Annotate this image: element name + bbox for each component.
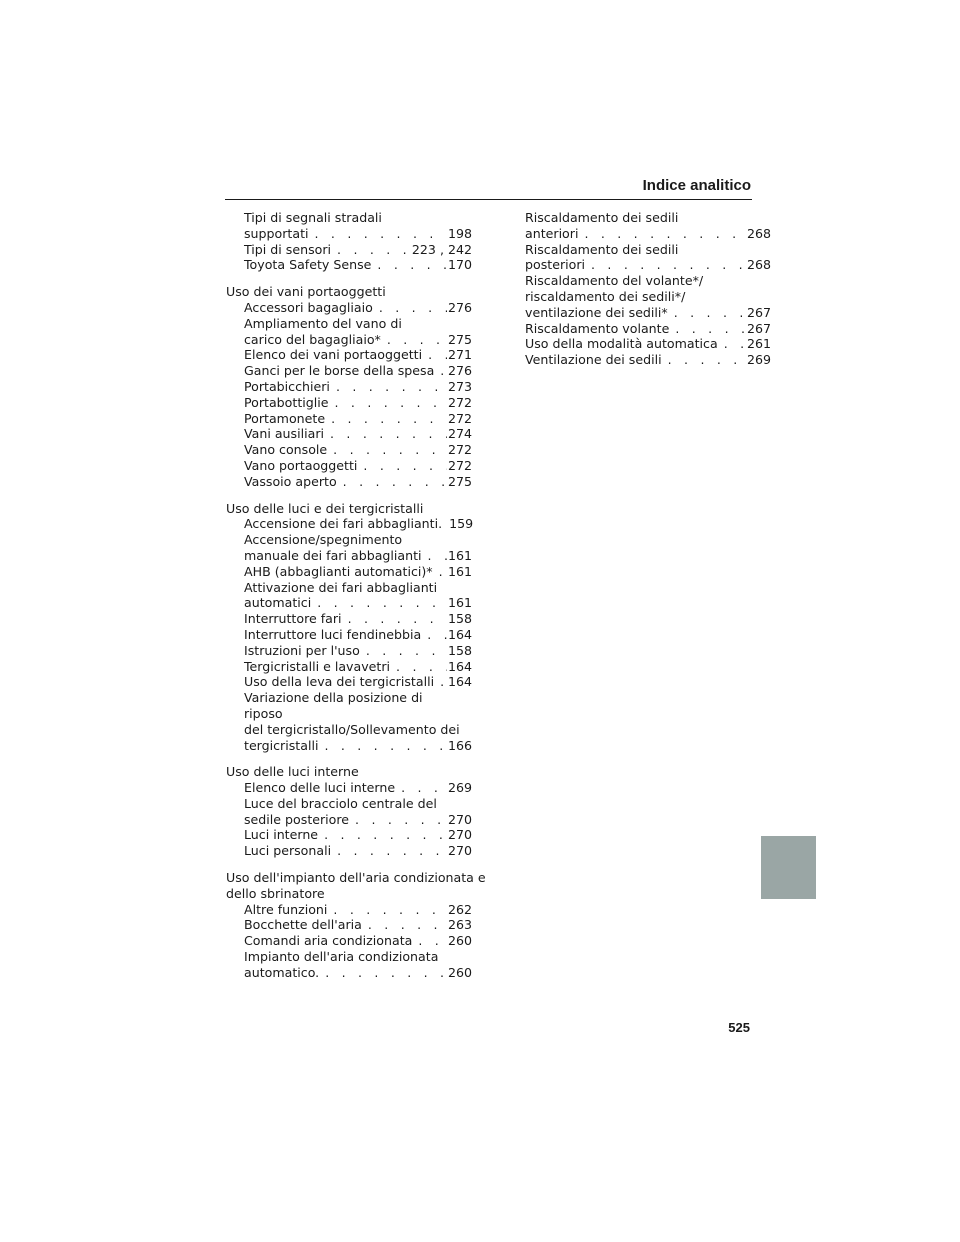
entry-last-line (244, 933, 472, 949)
dot-leader (309, 226, 447, 242)
entry-text: Portabottiglie (244, 394, 329, 410)
dot-leader (578, 226, 746, 242)
entry-page-ref: 272 (447, 442, 472, 458)
entry-text: Portamonete (244, 410, 326, 426)
entry-page-ref: 268 (746, 225, 771, 241)
index-entry (244, 796, 472, 828)
entry-last-line (244, 643, 472, 659)
dot-leader (434, 674, 447, 690)
entry-last-line (244, 548, 472, 564)
index-entry (244, 442, 472, 458)
index-entry (244, 474, 472, 490)
entry-page-ref: 275 (447, 473, 472, 489)
entry-text-line: Tipi di segnali stradali (244, 210, 382, 225)
entry-text: AHB (abbaglianti automatici)* (244, 563, 433, 579)
index-entry (244, 347, 472, 363)
dot-leader (311, 595, 447, 611)
section-heading: Uso dei vani portaoggetti (226, 284, 386, 300)
index-entries (226, 300, 472, 490)
entry-page-ref: 260 (447, 964, 472, 980)
entry-text: Tipi di sensori (244, 241, 332, 257)
section-heading-continued: dello sbrinatore (226, 885, 325, 901)
section-heading: Uso delle luci interne (226, 764, 359, 780)
entry-text-line: Variazione della posizione di (244, 690, 423, 706)
index-column-right (525, 210, 771, 379)
entry-last-line (244, 300, 472, 316)
entry-last-line (244, 674, 472, 690)
entry-text: Tergicristalli e lavavetri (244, 658, 391, 674)
entry-last-line (244, 902, 472, 918)
dot-leader (349, 812, 447, 828)
entry-last-line (244, 411, 472, 427)
entry-text: Uso della leva dei tergicristalli (244, 674, 435, 690)
entry-page-ref: 260 (447, 933, 472, 949)
entry-last-line (525, 226, 771, 242)
entry-last-line (525, 336, 771, 352)
section-header-title: Indice analitico (642, 177, 751, 194)
entry-text: Accessori bagagliaio (244, 299, 373, 315)
entry-last-line (525, 352, 771, 368)
dot-leader (319, 965, 447, 981)
index-entry (244, 674, 472, 690)
index-entry (525, 273, 771, 320)
entry-last-line (244, 379, 472, 395)
entry-text: Luci personali (244, 843, 332, 859)
entry-page-ref: 267 (746, 320, 771, 336)
dot-leader (325, 411, 447, 427)
entry-text-line: Ampliamento del vano di (244, 315, 402, 331)
entry-last-line (244, 458, 472, 474)
dot-leader (373, 300, 447, 316)
dot-leader (360, 643, 447, 659)
entry-page-ref: 272 (447, 394, 472, 410)
entry-page-ref: 269 (746, 352, 771, 368)
entry-page-ref: 271 (447, 347, 472, 363)
entry-last-line (244, 659, 472, 675)
dot-leader (434, 363, 447, 379)
entry-text-line: riposo (244, 705, 283, 721)
dot-leader (662, 352, 746, 368)
entry-page-ref: 261 (746, 336, 771, 352)
index-entry (244, 257, 472, 273)
dot-leader (422, 347, 447, 363)
entry-text-line: Riscaldamento dei sedili (525, 210, 679, 225)
entry-text: Interruttore fari (244, 611, 342, 627)
index-entry (244, 627, 472, 643)
entry-text-line: riscaldamento dei sedili*/ (525, 288, 686, 304)
entry-text: ventilazione dei sedili* (525, 304, 668, 320)
index-entry (244, 902, 472, 918)
entry-last-line (244, 595, 472, 611)
index-entry (244, 780, 472, 796)
entry-text: Elenco delle luci interne (244, 780, 396, 796)
dot-leader (331, 242, 411, 258)
index-entry (244, 242, 472, 258)
dot-leader (668, 305, 746, 321)
dot-leader (422, 548, 447, 564)
entry-text: Vano console (244, 442, 328, 458)
dot-leader (337, 474, 447, 490)
entry-last-line (525, 305, 771, 321)
entry-last-line (244, 332, 472, 348)
entry-page-ref: 158 (447, 611, 472, 627)
chapter-tab-marker (761, 836, 816, 899)
index-entry (244, 643, 472, 659)
entry-last-line (525, 257, 771, 273)
index-entry (244, 458, 472, 474)
index-section (226, 284, 472, 489)
entry-text-line: Riscaldamento dei sedili (525, 241, 679, 257)
entry-text: Riscaldamento volante (525, 320, 670, 336)
index-entry (244, 827, 472, 843)
entry-last-line (244, 780, 472, 796)
entry-text: posteriori (525, 257, 586, 273)
entry-text: Interruttore luci fendinebbia (244, 626, 422, 642)
index-entry (244, 949, 472, 981)
dot-leader (318, 738, 447, 754)
index-entry (244, 411, 472, 427)
section-heading: Uso dell'impianto dell'aria condizionata e (226, 870, 486, 886)
entry-last-line (244, 843, 472, 859)
entry-text: tergicristalli (244, 737, 319, 753)
entry-text: manuale dei fari abbaglianti (244, 547, 422, 563)
entry-page-ref: 272 (447, 410, 472, 426)
index-entry (525, 336, 771, 352)
entry-page-ref: 270 (447, 843, 472, 859)
entry-page-ref: 262 (447, 901, 472, 917)
entry-text: anteriori (525, 225, 579, 241)
entry-last-line (244, 426, 472, 442)
entry-text: Portabicchieri (244, 378, 330, 394)
entry-last-line (244, 363, 472, 379)
entry-page-ref: 223 , 242 (411, 241, 472, 257)
entry-page-ref: 276 (447, 299, 472, 315)
dot-leader (412, 933, 447, 949)
dot-leader (395, 780, 447, 796)
index-entry (244, 933, 472, 949)
index-entries (226, 902, 472, 981)
dot-leader (327, 902, 447, 918)
entry-text: Ventilazione dei sedili (525, 352, 662, 368)
index-entry (244, 363, 472, 379)
entry-last-line (244, 564, 472, 580)
entry-page-ref: 161 (447, 547, 472, 563)
dot-leader (342, 611, 447, 627)
index-entry (244, 917, 472, 933)
index-entry (244, 316, 472, 348)
page-number: 525 (728, 1020, 750, 1035)
index-entries (226, 516, 472, 753)
entry-page-ref: 161 (447, 595, 472, 611)
entry-text-line: Attivazione dei fari abbaglianti (244, 579, 438, 595)
dot-leader (433, 564, 447, 580)
entry-text: Istruzioni per l'uso (244, 642, 360, 658)
index-entry (244, 690, 472, 753)
entry-last-line (244, 257, 472, 273)
entry-page-ref: 270 (447, 811, 472, 827)
entry-last-line (244, 738, 472, 754)
index-entry (244, 379, 472, 395)
entry-last-line (244, 474, 472, 490)
dot-leader (357, 458, 447, 474)
entry-page-ref: 267 (746, 304, 771, 320)
entry-text-line: Accensione/spegnimento (244, 532, 403, 548)
entry-last-line (244, 226, 472, 242)
index-section (226, 764, 472, 859)
entry-text-line: del tergicristallo/Sollevamento dei (244, 721, 460, 737)
dot-leader (421, 627, 447, 643)
entry-text: automatico. (244, 964, 320, 980)
entry-last-line (244, 442, 472, 458)
index-entry (244, 659, 472, 675)
entry-text: Luci interne (244, 827, 319, 843)
index-section (226, 210, 472, 273)
entry-page-ref: 161 (447, 563, 472, 579)
index-column-left (226, 210, 486, 992)
entry-text: Elenco dei vani portaoggetti (244, 347, 423, 363)
index-entry (244, 843, 472, 859)
entry-text: Bocchette dell'aria (244, 917, 362, 933)
entry-text: Accensione dei fari abbaglianti. (244, 516, 443, 532)
dot-leader (327, 442, 447, 458)
dot-leader (330, 379, 447, 395)
entry-text-line: Riscaldamento del volante*/ (525, 273, 704, 289)
entry-last-line (525, 321, 771, 337)
entry-text: Ganci per le borse della spesa (244, 363, 435, 379)
index-entry (244, 210, 472, 242)
index-entry (244, 532, 472, 564)
entry-page-ref: 270 (447, 827, 472, 843)
index-entries (226, 780, 472, 859)
dot-leader (371, 257, 447, 273)
entry-page-ref: 164 (447, 658, 472, 674)
entry-text: Vani ausiliari (244, 426, 324, 442)
index-section (226, 870, 486, 981)
index-entry (244, 516, 472, 532)
entry-last-line (244, 827, 472, 843)
entry-last-line (244, 627, 472, 643)
entry-text: sedile posteriore (244, 811, 350, 827)
entry-text: Vassoio aperto (244, 473, 337, 489)
index-entry (525, 210, 771, 242)
index-entry (525, 321, 771, 337)
dot-leader (324, 426, 447, 442)
index-entry (244, 300, 472, 316)
entry-text: Comandi aria condizionata (244, 933, 413, 949)
dot-leader (585, 257, 746, 273)
entry-last-line (244, 917, 472, 933)
dot-leader (329, 395, 447, 411)
entry-page-ref: 275 (447, 331, 472, 347)
entry-page-ref: 274 (447, 426, 472, 442)
index-entry (244, 611, 472, 627)
dot-leader (390, 659, 447, 675)
entry-page-ref: 166 (447, 737, 472, 753)
entry-page-ref: 164 (447, 674, 472, 690)
entry-page-ref: 272 (447, 457, 472, 473)
dot-leader (318, 827, 447, 843)
entry-last-line (244, 611, 472, 627)
entry-page-ref: 170 (447, 257, 472, 273)
entry-last-line (244, 347, 472, 363)
entry-page-ref: 273 (447, 378, 472, 394)
entry-page-ref: 269 (447, 780, 472, 796)
entry-page-ref: 276 (447, 363, 472, 379)
index-entry (244, 395, 472, 411)
entry-text: Altre funzioni (244, 901, 328, 917)
entry-text-line: Impianto dell'aria condizionata (244, 949, 439, 965)
entry-last-line (244, 965, 472, 981)
index-section (525, 210, 771, 368)
dot-leader (718, 336, 746, 352)
index-entry (244, 564, 472, 580)
index-entry (244, 426, 472, 442)
entry-last-line (244, 812, 472, 828)
entry-last-line (244, 242, 472, 258)
section-heading: Uso delle luci e dei tergicristalli (226, 500, 424, 516)
entry-page-ref: 164 (447, 626, 472, 642)
index-section (226, 501, 472, 754)
index-entry (525, 242, 771, 274)
entry-text-line: Luce del bracciolo centrale del (244, 795, 437, 811)
entry-text: supportati (244, 225, 309, 241)
entry-text: carico del bagagliaio* (244, 331, 381, 347)
entry-text: Vano portaoggetti (244, 457, 358, 473)
dot-leader (331, 843, 447, 859)
entry-page-ref: 263 (447, 917, 472, 933)
entry-page-ref: 268 (746, 257, 771, 273)
index-entry (525, 352, 771, 368)
dot-leader (362, 917, 447, 933)
entry-last-line (244, 516, 472, 532)
entry-text: Uso della modalità automatica (525, 336, 718, 352)
index-entries (226, 210, 472, 273)
dot-leader (669, 321, 746, 337)
dot-leader (381, 332, 447, 348)
entry-page-ref: 159 (449, 516, 474, 532)
index-entries (525, 210, 771, 368)
index-entry (244, 580, 472, 612)
entry-page-ref: 198 (447, 225, 472, 241)
entry-text: Toyota Safety Sense (244, 257, 372, 273)
entry-last-line (244, 395, 472, 411)
entry-text: automatici (244, 595, 312, 611)
header-divider (225, 199, 752, 200)
entry-page-ref: 158 (447, 642, 472, 658)
